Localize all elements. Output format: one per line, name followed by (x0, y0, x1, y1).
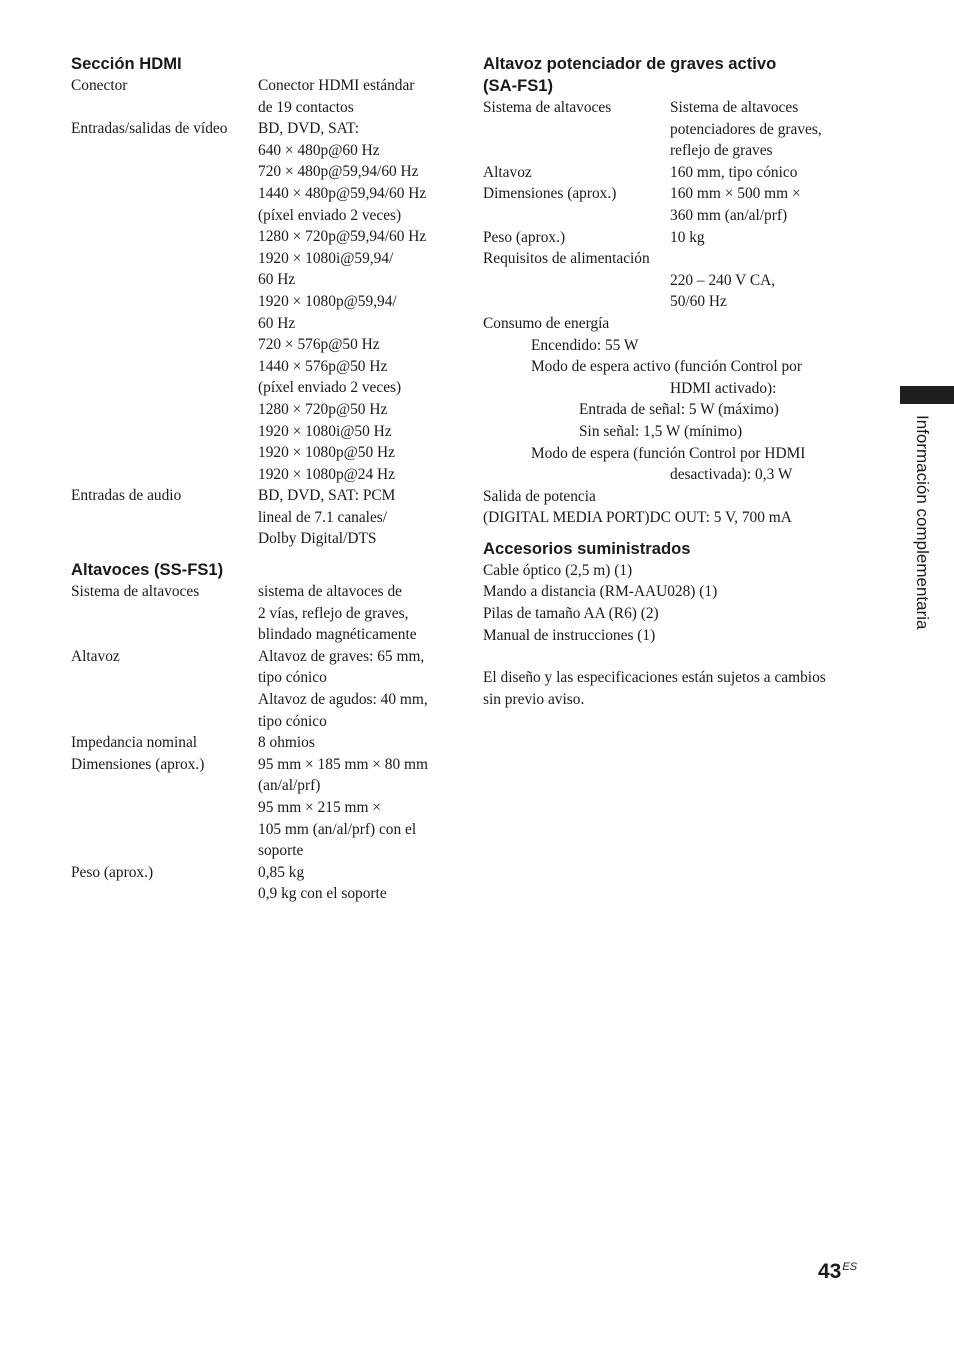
notice-line: El diseño y las especificaciones están sujetos a cambios (483, 669, 826, 687)
power-requirements-label: Requisitos de alimentación (483, 250, 650, 268)
spec-label: Impedancia nominal (71, 734, 198, 752)
consumption-signal: Entrada de señal: 5 W (máximo) (579, 401, 779, 419)
consumption-standby-cont: desactivada): 0,3 W (670, 466, 793, 484)
page-number-value: 43 (818, 1260, 842, 1283)
consumption-standby: Modo de espera (función Control por HDMI (531, 444, 806, 462)
spec-value: 95 mm × 215 mm × (258, 799, 381, 816)
speakers-section-title: Altavoces (SS-FS1) (71, 560, 224, 580)
spec-value: 720 × 576p@50 Hz (258, 336, 380, 354)
accessories-section-title: Accesorios suministrados (483, 538, 691, 558)
spec-row-video-io (71, 118, 451, 485)
left-column (71, 53, 451, 905)
hdmi-section (71, 53, 451, 550)
spec-value: 1920 × 1080i@59,94/ (258, 249, 394, 267)
spec-row-impedance (71, 732, 451, 754)
accessory-item: Pilas de tamaño AA (R6) (2) (483, 605, 659, 623)
spec-label: Conector (71, 77, 128, 94)
subwoofer-title-line: (SA-FS1) (483, 76, 554, 95)
spec-value: 1920 × 1080p@24 Hz (258, 465, 395, 483)
spec-value: Altavoz de graves: 65 mm, (258, 647, 425, 665)
hdmi-section-title: Sección HDMI (71, 54, 182, 73)
spec-label: Sistema de altavoces (483, 99, 612, 116)
power-output-label: Salida de potencia (483, 487, 596, 505)
spec-row-dimensions (71, 754, 451, 862)
spec-value: 1440 × 480p@59,94/60 Hz (258, 184, 427, 202)
spec-value: potenciadores de graves, (670, 120, 822, 138)
spec-value: blindado magnéticamente (258, 626, 417, 644)
spec-row-speaker (71, 646, 451, 732)
subwoofer-title-line: Altavoz potenciador de graves activo (483, 54, 777, 73)
spec-row-dimensions (483, 183, 868, 226)
spec-row-connector (71, 75, 451, 118)
page-number (818, 1257, 857, 1285)
spec-value: 50/60 Hz (670, 293, 727, 311)
spec-label: Entradas de audio (71, 487, 182, 505)
spec-value: de 19 contactos (258, 98, 354, 116)
spec-label: Peso (aprox.) (71, 863, 154, 881)
specs-notice (483, 667, 868, 710)
spec-value: (píxel enviado 2 veces) (258, 206, 402, 224)
spec-row-weight (483, 227, 868, 249)
spec-value: 1920 × 1080p@59,94/ (258, 292, 397, 310)
spec-value: Dolby Digital/DTS (258, 530, 377, 548)
spec-row-audio-inputs (71, 485, 451, 550)
accessories-section (483, 538, 868, 646)
accessory-item: Mando a distancia (RM-AAU028) (1) (483, 583, 718, 601)
spec-value: 60 Hz (258, 314, 296, 332)
spec-row-speaker-system (483, 97, 868, 162)
spec-value: 95 mm × 185 mm × 80 mm (258, 755, 428, 773)
spec-row-speaker-system (71, 581, 451, 646)
spec-value: (píxel enviado 2 veces) (258, 379, 402, 397)
spec-label: Dimensiones (aprox.) (71, 755, 205, 773)
spec-value: 2 vías, reflejo de graves, (258, 604, 409, 622)
page-language-suffix: ES (842, 1261, 858, 1273)
spec-value: 1280 × 720p@59,94/60 Hz (258, 228, 427, 246)
spec-value: tipo cónico (258, 669, 327, 687)
spec-value: 0,9 kg con el soporte (258, 885, 387, 903)
spec-value: 1920 × 1080i@50 Hz (258, 422, 392, 440)
spec-value: 0,85 kg (258, 863, 305, 881)
section-tab-marker (900, 386, 954, 404)
spec-value: 1280 × 720p@50 Hz (258, 400, 388, 418)
spec-value: 160 mm × 500 mm × (670, 185, 801, 203)
spec-label: Sistema de altavoces (71, 583, 200, 601)
spec-label: Dimensiones (aprox.) (483, 185, 617, 203)
power-consumption-label: Consumo de energía (483, 314, 610, 332)
notice-line: sin previo aviso. (483, 690, 585, 708)
section-tab-label: Información complementaria (913, 415, 932, 630)
spec-value: reflejo de graves (670, 142, 773, 160)
spec-value: Conector HDMI estándar (258, 77, 415, 94)
spec-value: 360 mm (an/al/prf) (670, 206, 788, 224)
spec-value: sistema de altavoces de (258, 583, 403, 601)
consumption-standby-active: Modo de espera activo (función Control por (531, 358, 802, 376)
consumption-standby-active-cont: HDMI activado): (670, 379, 777, 397)
spec-value: 105 mm (an/al/prf) con el (258, 820, 417, 838)
spec-value: 160 mm, tipo cónico (670, 163, 798, 181)
spec-value: soporte (258, 842, 304, 860)
spec-value: tipo cónico (258, 712, 327, 730)
spec-value: 10 kg (670, 228, 705, 246)
spec-value: 720 × 480p@59,94/60 Hz (258, 163, 419, 181)
spec-value: 1920 × 1080p@50 Hz (258, 444, 395, 462)
spec-value: 1440 × 576p@50 Hz (258, 357, 388, 375)
spec-value: 8 ohmios (258, 734, 315, 752)
spec-row-speaker (483, 162, 868, 184)
spec-value: 60 Hz (258, 271, 296, 289)
spec-value: 220 – 240 V CA, (670, 271, 776, 289)
consumption-on: Encendido: 55 W (531, 336, 639, 354)
accessory-item: Cable óptico (2,5 m) (1) (483, 561, 633, 579)
spec-label: Altavoz (71, 647, 120, 665)
subwoofer-section (483, 53, 868, 529)
spec-label: Entradas/salidas de vídeo (71, 120, 228, 138)
consumption-no-signal: Sin señal: 1,5 W (mínimo) (579, 422, 743, 440)
spec-value: Sistema de altavoces (670, 99, 799, 116)
speakers-section (71, 559, 451, 905)
spec-value: (an/al/prf) (258, 777, 321, 795)
spec-value: BD, DVD, SAT: (258, 120, 359, 138)
spec-value: 640 × 480p@60 Hz (258, 141, 380, 159)
right-column (483, 53, 868, 710)
spec-value: Altavoz de agudos: 40 mm, (258, 691, 428, 709)
spec-row-weight (71, 862, 451, 905)
subwoofer-section-title (483, 53, 868, 97)
spec-value: BD, DVD, SAT: PCM (258, 487, 396, 505)
spec-value: lineal de 7.1 canales/ (258, 508, 388, 526)
spec-label: Altavoz (483, 163, 532, 181)
spec-label: Peso (aprox.) (483, 228, 566, 246)
accessory-item: Manual de instrucciones (1) (483, 626, 656, 644)
power-output-value: (DIGITAL MEDIA PORT)DC OUT: 5 V, 700 mA (483, 509, 792, 527)
